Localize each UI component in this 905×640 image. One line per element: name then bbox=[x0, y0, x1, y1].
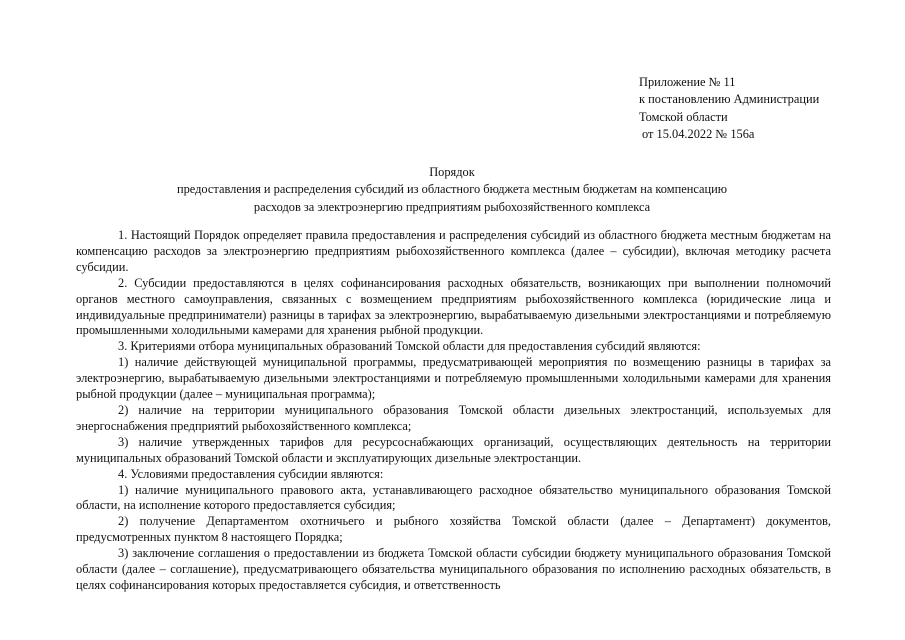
criteria-item-3: 3) наличие утвержденных тарифов для ресурсоснабжающих организаций, осуществляющих деятельность на территории муниципальных образований Томской области и эксплуатирующих дизельные электростанции. bbox=[76, 434, 831, 465]
document-title bbox=[72, 164, 832, 216]
criteria-item-1: 1) наличие действующей муниципальной программы, предусматривающей мероприятия по возмещению разницы в тарифах за электроэнергию, вырабатываемую дизельными электростанциями и потребляемую промышленными холодильными камерами для хранения рыбной продукции (далее – муниципальная программа); bbox=[76, 355, 831, 402]
title-heading: Порядок bbox=[429, 165, 475, 179]
paragraph-4: 4. Условиями предоставления субсидии являются: bbox=[118, 466, 384, 481]
paragraph-2: 2. Субсидии предоставляются в целях софинансирования расходных обязательств, возникающих при выполнении полномочий органов местного самоуправления, связанных с возмещением предприятиям рыбохозяйственного комплекса (юридические лица и индивидуальные предприниматели) разницы в тарифах за электроэнергию, вырабатываемую дизельными электростанциями и потребляемую промышленными холодильными камерами для хранения рыбной продукции. bbox=[76, 275, 831, 338]
condition-item-2: 2) получение Департаментом охотничьего и рыбного хозяйства Томской области (далее – Департамент) документов, предусмотренных пунктом 8 настоящего Порядка; bbox=[76, 514, 831, 545]
condition-item-3: 3) заключение соглашения о предоставлении из бюджета Томской области субсидии бюджету муниципального образования Томской области (далее – соглашение), предусматривающего обязательства муниципального образования по исполнению расходных обязательств, в целях софинансирования которых предоставляется субсидия, и ответственность bbox=[76, 546, 831, 592]
appendix-date: от 15.04.2022 № 156а bbox=[642, 127, 755, 142]
appendix-block bbox=[639, 74, 819, 144]
criteria-item-2: 2) наличие на территории муниципального образования Томской области дизельных электростанций, используемых для энергоснабжения предприятий рыбохозяйственного комплекса; bbox=[76, 402, 831, 433]
document-body bbox=[76, 228, 831, 594]
title-line-1: предоставления и распределения субсидий из областного бюджета местным бюджетам на компенсацию bbox=[176, 182, 728, 197]
paragraph-3: 3. Критериями отбора муниципальных образований Томской области для предоставления субсидий являются: bbox=[118, 339, 701, 354]
appendix-region: Томской области bbox=[639, 109, 728, 124]
paragraph-1: 1. Настоящий Порядок определяет правила предоставления и распределения субсидий из областного бюджета местным бюджетам на компенсацию расходов за электроэнергию предприятиям рыбохозяйственного комплекса (далее – субсидии), включая методику расчета субсидии. bbox=[76, 228, 831, 274]
appendix-number: Приложение № 11 bbox=[639, 75, 736, 89]
condition-item-1: 1) наличие муниципального правового акта, устанавливающего расходное обязательство муниципального образования Томской области, на исполнение которого предоставляется субсидия; bbox=[76, 482, 831, 513]
appendix-decree-ref: к постановлению Администрации bbox=[639, 92, 820, 107]
title-line-2: расходов за электроэнергию предприятиям рыбохозяйственного комплекса bbox=[253, 199, 651, 214]
